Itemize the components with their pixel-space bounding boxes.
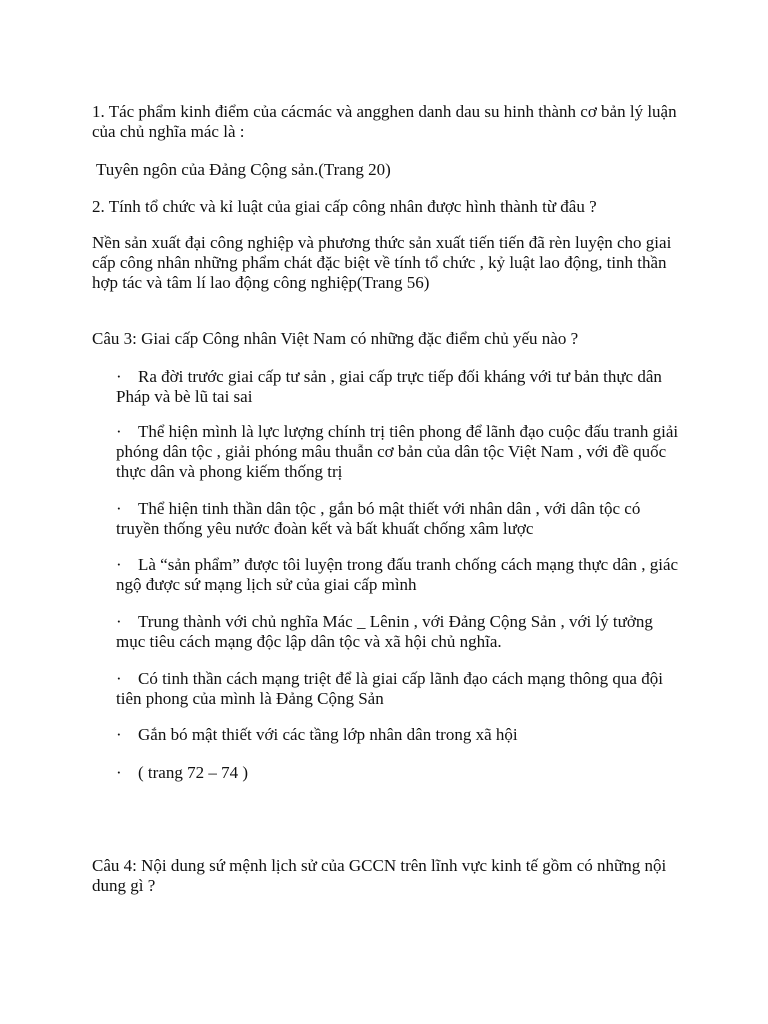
bullet-text: Trung thành với chủ nghĩa Mác _ Lênin , với Đảng Cộng Sản , với lý tưởng mục tiêu cách mạng độc lập dân tộc và xã hội chủ nghĩa. xyxy=(116,612,653,651)
list-item xyxy=(116,499,682,539)
list-item xyxy=(116,422,682,482)
answer-2: Nền sản xuất đại công nghiệp và phương thức sản xuất tiến tiến đã rèn luyện cho giai cấp công nhân những phẩm chát đặc biệt về tính tổ chức , kỷ luật lao động, tinh thần hợp tác và tâm lí lao động công nghiệp(Trang 56) xyxy=(92,233,672,292)
bullet-text: Có tinh thần cách mạng triệt để là giai cấp lãnh đạo cách mạng thông qua đội tiên phong của mình là Đảng Cộng Sản xyxy=(116,669,663,708)
list-item xyxy=(116,725,682,745)
bullet-symbol: · xyxy=(116,612,122,631)
bullet-symbol: · xyxy=(116,763,122,782)
question-1: 1. Tác phẩm kinh điểm của cácmác và angghen danh dau su hinh thành cơ bản lý luận của chủ nghĩa mác là : xyxy=(92,102,677,141)
bullet-text: Gắn bó mật thiết với các tầng lớp nhân dân trong xã hội xyxy=(138,725,518,744)
answer-1: Tuyên ngôn của Đảng Cộng sản.(Trang 20) xyxy=(92,160,391,179)
bullet-text: Thể hiện mình là lực lượng chính trị tiên phong để lãnh đạo cuộc đấu tranh giải phóng dân tộc , giải phóng mâu thuẫn cơ bản của dân tộc Việt Nam , với đề quốc thực dân và phong kiếm thống trị xyxy=(116,422,679,481)
question-3: Câu 3: Giai cấp Công nhân Việt Nam có những đặc điểm chủ yếu nào ? xyxy=(92,329,579,348)
bullet-symbol: · xyxy=(116,367,122,386)
list-item xyxy=(116,669,682,709)
question-4: Câu 4: Nội dung sứ mệnh lịch sử của GCCN trên lĩnh vực kinh tế gồm có những nội dung gì ? xyxy=(92,856,667,895)
bullet-symbol: · xyxy=(116,499,122,518)
bullet-text: Ra đời trước giai cấp tư sản , giai cấp trực tiếp đối kháng với tư bản thực dân Pháp và bè lũ tai sai xyxy=(116,367,662,406)
list-item xyxy=(116,612,682,652)
list-item xyxy=(116,367,682,407)
list-item xyxy=(116,555,682,595)
bullet-text: Thể hiện tinh thần dân tộc , gắn bó mật thiết với nhân dân , với dân tộc có truyền thống yêu nước đoàn kết và bất khuất chống xâm lược xyxy=(116,499,641,538)
question-2: 2. Tính tổ chức và kỉ luật của giai cấp công nhân được hình thành từ đâu ? xyxy=(92,197,597,216)
bullet-symbol: · xyxy=(116,555,122,574)
bullet-text: ( trang 72 – 74 ) xyxy=(138,763,249,782)
bullet-text: Là “sản phẩm” được tôi luyện trong đấu tranh chống cách mạng thực dân , giác ngộ được sứ mạng lịch sử của giai cấp mình xyxy=(116,555,679,594)
bullet-symbol: · xyxy=(116,422,122,441)
list-item xyxy=(116,763,682,783)
bullet-symbol: · xyxy=(116,725,122,744)
bullet-symbol: · xyxy=(116,669,122,688)
